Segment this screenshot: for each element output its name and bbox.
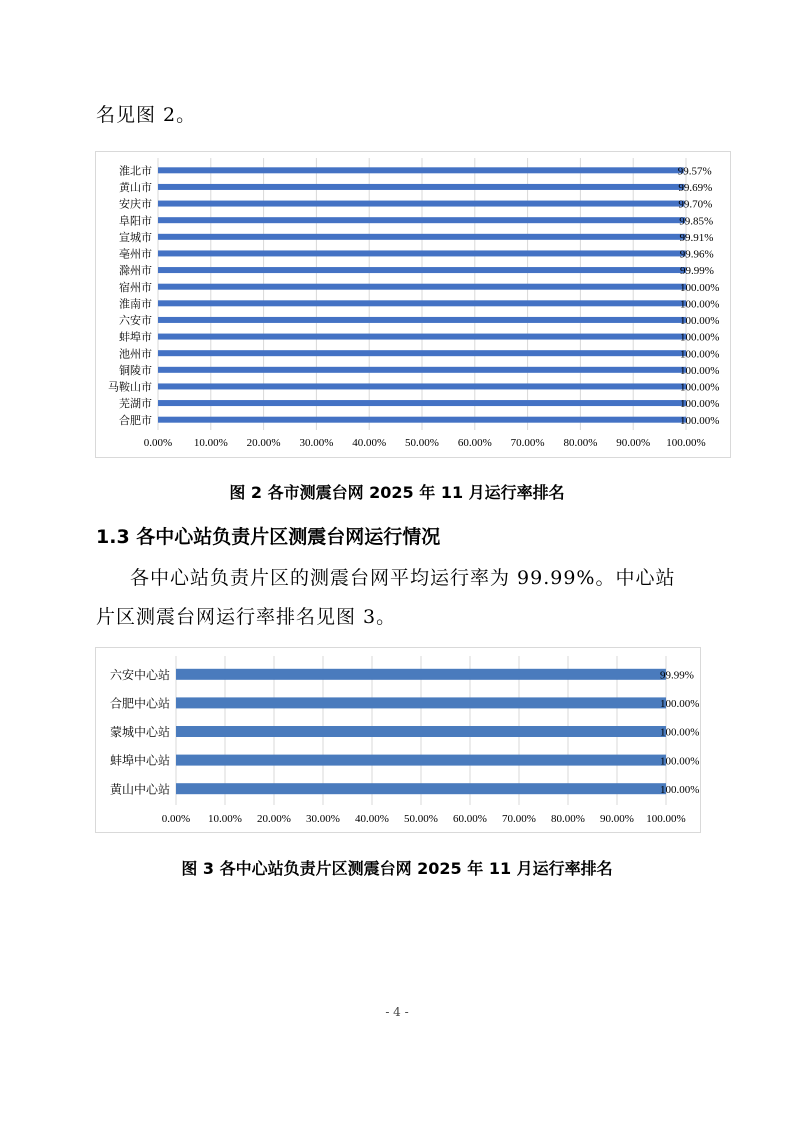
fig2-category-label: 黄山市 — [119, 182, 152, 195]
fig2-category-label: 淮南市 — [119, 298, 152, 311]
fig3-value-label: 99.99% — [659, 669, 694, 682]
fig2-xtick-label: 100.00% — [666, 437, 706, 449]
fig3-xtick-label: 10.00% — [208, 813, 242, 825]
fig2-value-label: 99.91% — [679, 231, 714, 244]
fig3-value-label: 100.00% — [660, 755, 700, 768]
fig2-bar — [158, 234, 686, 240]
fig2-xtick-label: 20.00% — [246, 437, 281, 449]
fig2-bar — [158, 217, 685, 223]
intro-line: 名见图 2。 — [96, 104, 197, 126]
fig2-value-label: 100.00% — [680, 315, 720, 328]
fig2-xtick-label: 70.00% — [510, 437, 545, 449]
fig3-xtick-label: 30.00% — [306, 813, 340, 825]
fig3-xtick-label: 100.00% — [646, 813, 686, 825]
fig3-xtick-label: 90.00% — [600, 813, 634, 825]
fig2-xtick-label: 30.00% — [299, 437, 334, 449]
fig3-category-label: 黄山中心站 — [109, 782, 170, 797]
fig2-category-label: 马鞍山市 — [108, 381, 152, 394]
fig2-bar — [158, 300, 686, 306]
fig2-category-label: 亳州市 — [119, 248, 152, 261]
fig2-category-label: 蚌埠市 — [119, 331, 152, 344]
fig2-xtick-label: 80.00% — [563, 437, 598, 449]
fig2-category-label: 滁州市 — [119, 265, 152, 278]
fig2-value-label: 100.00% — [680, 381, 720, 394]
fig2-xtick-label: 40.00% — [352, 437, 387, 449]
fig2-value-label: 99.69% — [678, 182, 713, 195]
fig2-category-label: 铜陵市 — [119, 364, 152, 377]
fig2-value-label: 100.00% — [680, 398, 720, 411]
fig2-bar — [158, 184, 684, 190]
fig2-xtick-label: 50.00% — [405, 437, 439, 449]
fig2-bar — [158, 267, 686, 273]
fig2-value-label: 100.00% — [680, 364, 720, 377]
fig3-xtick-label: 70.00% — [502, 813, 536, 825]
fig3-value-label: 100.00% — [660, 726, 700, 739]
fig2-bar — [158, 350, 686, 356]
fig3-xtick-label: 20.00% — [257, 813, 291, 825]
fig2-category-label: 池州市 — [119, 348, 152, 361]
fig2-xtick-label: 0.00% — [143, 437, 173, 449]
fig3-bar — [176, 669, 666, 680]
fig3-xtick-label: 40.00% — [355, 813, 389, 825]
fig2-value-label: 99.70% — [678, 198, 713, 211]
fig2-category-label: 安庆市 — [119, 198, 152, 211]
figure2-chart — [95, 151, 731, 458]
fig2-bar — [158, 383, 686, 389]
fig3-bar — [176, 726, 666, 737]
fig3-xtick-label: 80.00% — [551, 813, 585, 825]
fig2-value-label: 99.57% — [677, 165, 712, 178]
fig2-value-label: 99.85% — [679, 215, 714, 228]
fig2-bar — [158, 317, 686, 323]
fig2-value-label: 99.96% — [679, 248, 714, 261]
fig3-value-label: 100.00% — [660, 783, 700, 796]
fig3-category-label: 蒙城中心站 — [109, 725, 170, 740]
fig2-category-label: 阜阳市 — [119, 215, 152, 228]
fig3-category-label: 合肥中心站 — [109, 696, 170, 711]
fig2-value-label: 99.99% — [679, 265, 714, 278]
fig2-bar — [158, 334, 686, 340]
figure3-caption: 图 3 各中心站负责片区测震台网 2025 年 11 月运行率排名 — [181, 859, 613, 878]
fig2-bar — [158, 201, 684, 207]
figure2-caption: 图 2 各市测震台网 2025 年 11 月运行率排名 — [229, 483, 565, 502]
fig3-category-label: 蚌埠中心站 — [109, 753, 170, 768]
figure3-chart — [95, 647, 701, 833]
fig2-value-label: 100.00% — [680, 331, 720, 344]
fig2-category-label: 芜湖市 — [119, 398, 152, 411]
fig2-xtick-label: 10.00% — [193, 437, 228, 449]
fig2-bar — [158, 367, 686, 373]
fig3-xtick-label: 0.00% — [161, 813, 191, 825]
fig2-bar — [158, 284, 686, 290]
fig3-bar — [176, 783, 666, 794]
fig3-xtick-label: 60.00% — [453, 813, 487, 825]
fig2-category-label: 宿州市 — [119, 281, 152, 294]
section-heading: 1.3 各中心站负责片区测震台网运行情况 — [96, 526, 441, 548]
fig2-bar — [158, 417, 686, 423]
fig2-category-label: 六安市 — [119, 315, 152, 328]
fig2-value-label: 100.00% — [680, 281, 720, 294]
fig2-xtick-label: 60.00% — [457, 437, 492, 449]
fig2-value-label: 100.00% — [680, 414, 720, 427]
page-number: - 4 - — [385, 1005, 409, 1019]
fig2-value-label: 100.00% — [680, 298, 720, 311]
fig3-category-label: 六安中心站 — [109, 667, 170, 682]
fig3-value-label: 100.00% — [660, 698, 700, 711]
fig2-bar — [158, 250, 686, 256]
fig3-bar — [176, 697, 666, 708]
fig2-value-label: 100.00% — [680, 348, 720, 361]
section-paragraph-line2: 片区测震台网运行率排名见图 3。 — [96, 606, 397, 628]
fig2-bar — [158, 167, 684, 173]
fig2-xtick-label: 90.00% — [616, 437, 651, 449]
fig3-bar — [176, 755, 666, 766]
fig2-category-label: 淮北市 — [119, 165, 152, 178]
fig2-category-label: 宣城市 — [119, 231, 152, 244]
figure2-svg — [96, 152, 730, 457]
fig2-category-label: 合肥市 — [119, 414, 152, 427]
fig3-xtick-label: 50.00% — [404, 813, 438, 825]
section-paragraph-line1: 各中心站负责片区的测震台网平均运行率为 99.99%。中心站 — [130, 567, 676, 589]
figure3-svg — [96, 648, 700, 832]
fig2-bar — [158, 400, 686, 406]
